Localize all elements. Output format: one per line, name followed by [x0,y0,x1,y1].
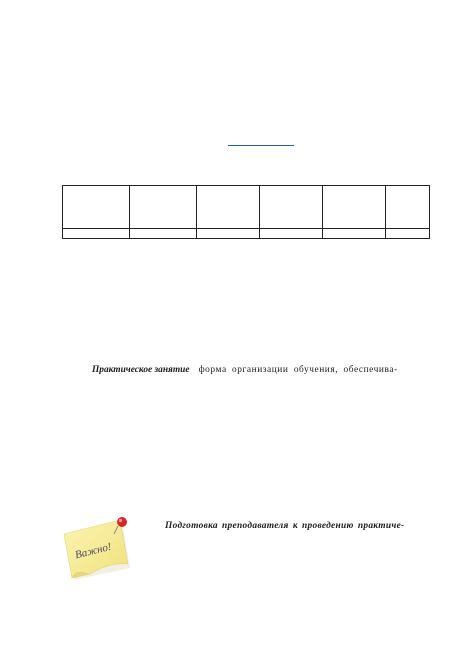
pushpin-icon [117,517,127,527]
table-header-cell [323,186,386,229]
table-header-cell [260,186,323,229]
sticker-label: Важно! [73,540,113,562]
data-table [62,185,429,239]
table-cell [323,229,386,239]
hyperlink-underline[interactable] [228,145,294,146]
table-cell [130,229,197,239]
table-row [63,229,430,239]
table-cell [386,229,430,239]
practical-lesson-term: Практическое занятие [92,365,190,375]
important-sticker [60,514,132,580]
preparation-heading: Подготовка преподавателя к проведению практиче- [165,521,405,531]
table-header-cell [386,186,430,229]
table-cell [63,229,130,239]
practical-lesson-definition: форма организации обучения, обеспечива- [198,365,398,375]
table-cell [260,229,323,239]
table-header-row [63,186,430,229]
table-header-cell [197,186,260,229]
table-header-cell [63,186,130,229]
sticky-note-icon [60,514,132,580]
table-header-cell [130,186,197,229]
table-cell [197,229,260,239]
practical-lesson-paragraph [92,364,429,376]
